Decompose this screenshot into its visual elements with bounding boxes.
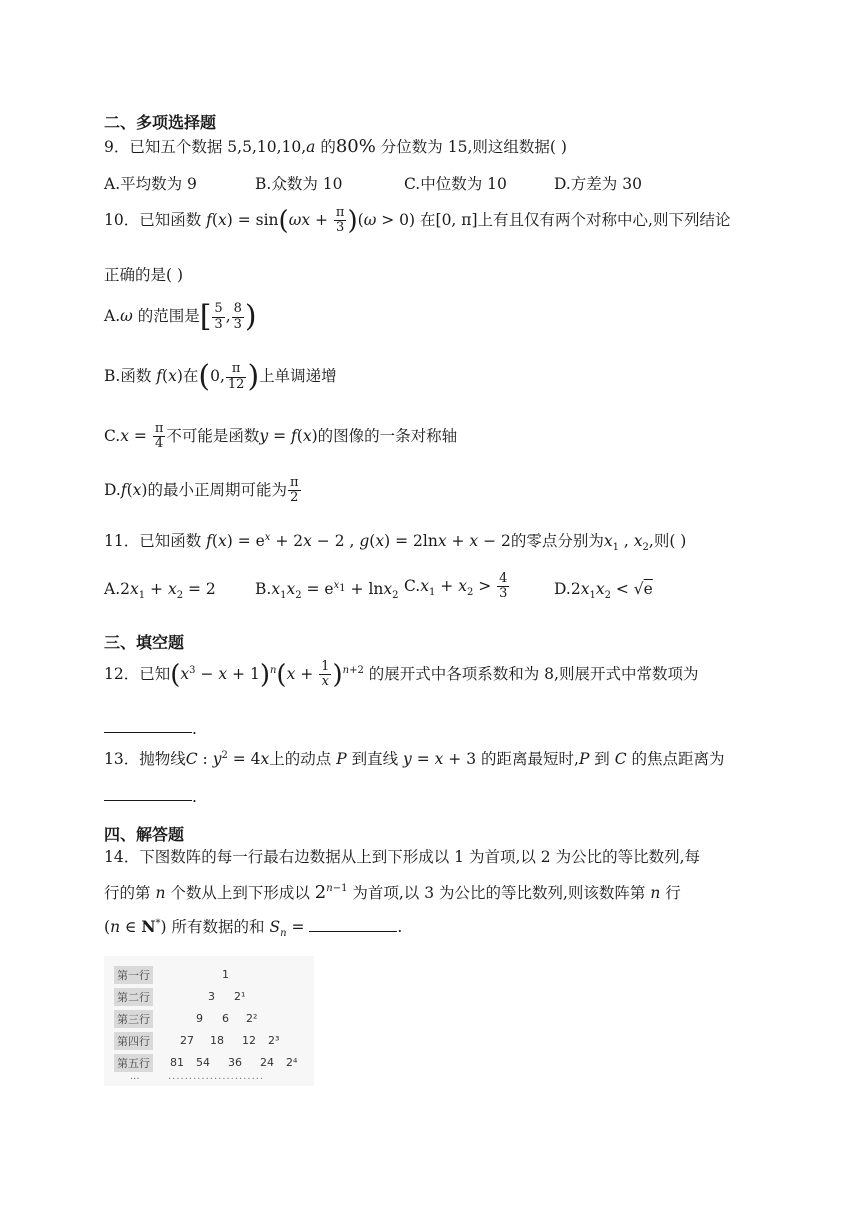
cell-r5-c4: 24 bbox=[260, 1056, 274, 1069]
question-9-option-b: B.众数为 10 bbox=[255, 175, 343, 193]
math-expression: f(x) = sin(ωx + $\frac{\pi}{3}$ )(ω > 0) bbox=[206, 205, 416, 236]
cell-r4-c2: 18 bbox=[210, 1034, 224, 1047]
question-12-end: . bbox=[192, 720, 197, 738]
row-label-3: 第三行 bbox=[114, 1010, 153, 1028]
cell-r3-c1: 9 bbox=[196, 1012, 203, 1025]
cell-r2-c1: 3 bbox=[208, 990, 215, 1003]
question-14-line2: 行的第 n 个数从上到下形成以 $2^{n-1}$ 为首项,以 3 为公比的等比数列,则该数阵第 n 行 bbox=[104, 882, 681, 903]
number-array-figure bbox=[104, 956, 314, 1086]
answer-blank-14[interactable] bbox=[309, 930, 397, 932]
question-12-stem: 12．已知$(x^3 - x + 1)^n(x$ + $\frac{1}{x}$ )$^{n+2}$ 的展开式中各项系数和为 8,则展开式中常数项为 bbox=[104, 659, 699, 690]
cell-r5-c1: 81 bbox=[170, 1056, 184, 1069]
cell-r5-c3: 36 bbox=[228, 1056, 242, 1069]
cell-r5-c5: 2⁴ bbox=[286, 1056, 298, 1069]
question-9-stem: 9．已知五个数据 5,5,10,10,a 的80% 分位数为 15,则这组数据( ) bbox=[104, 136, 567, 157]
cell-r4-c3: 12 bbox=[242, 1034, 256, 1047]
question-11-option-c: $C.x_1 + x_2$ > $\frac{4}{3}$ bbox=[404, 571, 508, 602]
cell-r2-c2: 2¹ bbox=[234, 990, 246, 1003]
question-9-option-a: A.平均数为 9 bbox=[104, 175, 197, 193]
question-10-option-b: B.函数 f(x)在(0, $\frac{\pi}{12}$ )上单调递增 bbox=[104, 359, 337, 394]
cell-r4-c1: 27 bbox=[180, 1034, 194, 1047]
row-label-2: 第二行 bbox=[114, 988, 153, 1006]
question-10-stem: 10．已知函数 f(x) = sin(ωx + $\frac{\pi}{3}$ )(ω > 0) 在[0, π]上有且仅有两个对称中心,则下列结论 bbox=[104, 205, 731, 236]
ellipsis-row: ······················· bbox=[168, 1074, 265, 1085]
row-label-5: 第五行 bbox=[114, 1054, 153, 1072]
question-13-end: . bbox=[192, 788, 197, 806]
cell-r3-c3: 2² bbox=[246, 1012, 258, 1025]
question-10-stem-line2: 正确的是( ) bbox=[104, 266, 184, 284]
question-11-option-d: $D.2x_1x_2 < √e$ bbox=[554, 580, 653, 602]
cell-r5-c2: 54 bbox=[196, 1056, 210, 1069]
question-14-line3: (n ∈ N*) 所有数据的和 $S_n$ = . bbox=[104, 917, 403, 940]
question-11-option-a: $A.2x_1 + x_2 = 2$ bbox=[104, 580, 216, 602]
question-10-option-a: A.ω 的范围是[ $\frac{5}{3}$ , $\frac{8}{3}$ ) bbox=[104, 299, 257, 334]
section-heading-answer: 四、解答题 bbox=[104, 825, 185, 844]
question-13-stem: 13．抛物线C : $y^2 = 4x$上的动点 P 到直线 y = x + 3 的距离最短时,P 到 C 的焦点距离为 bbox=[104, 750, 725, 769]
row-label-4: 第四行 bbox=[114, 1032, 153, 1050]
section-heading-fill-in: 三、填空题 bbox=[104, 633, 185, 652]
cell-r3-c2: 6 bbox=[222, 1012, 229, 1025]
section-heading-multiple-choice: 二、多项选择题 bbox=[104, 113, 217, 132]
question-14-line1: 14．下图数阵的每一行最右边数据从上到下形成以 1 为首项,以 2 为公比的等比数列,每 bbox=[104, 848, 701, 866]
question-10-option-d: D.f(x)的最小正周期可能为 $\frac{\pi}{2}$ bbox=[104, 475, 299, 506]
cell-r1-c1: 1 bbox=[222, 968, 229, 981]
question-11-option-b: $B.x_1x_2 = e^{x_1} + \ln x_2$ bbox=[255, 580, 399, 602]
question-11-stem: 11．已知函数 $f(x) = e^x + 2x - 2$ , g(x) = 2lnx + x − 2的零点分别为$x_1$ , $x_2$,则( ) bbox=[104, 532, 687, 554]
question-9-option-c: C.中位数为 10 bbox=[404, 175, 507, 193]
row-label-1: 第一行 bbox=[114, 966, 153, 984]
answer-blank-13[interactable] bbox=[104, 800, 192, 801]
question-9-option-d: D.方差为 30 bbox=[554, 175, 642, 193]
answer-blank-12[interactable] bbox=[104, 732, 192, 733]
question-10-option-c: C.x = $\frac{\pi}{4}$ 不可能是函数y = f(x)的图像的一条对称轴 bbox=[104, 421, 458, 452]
ellipsis-label: ··· bbox=[130, 1074, 140, 1085]
cell-r4-c4: 2³ bbox=[268, 1034, 280, 1047]
